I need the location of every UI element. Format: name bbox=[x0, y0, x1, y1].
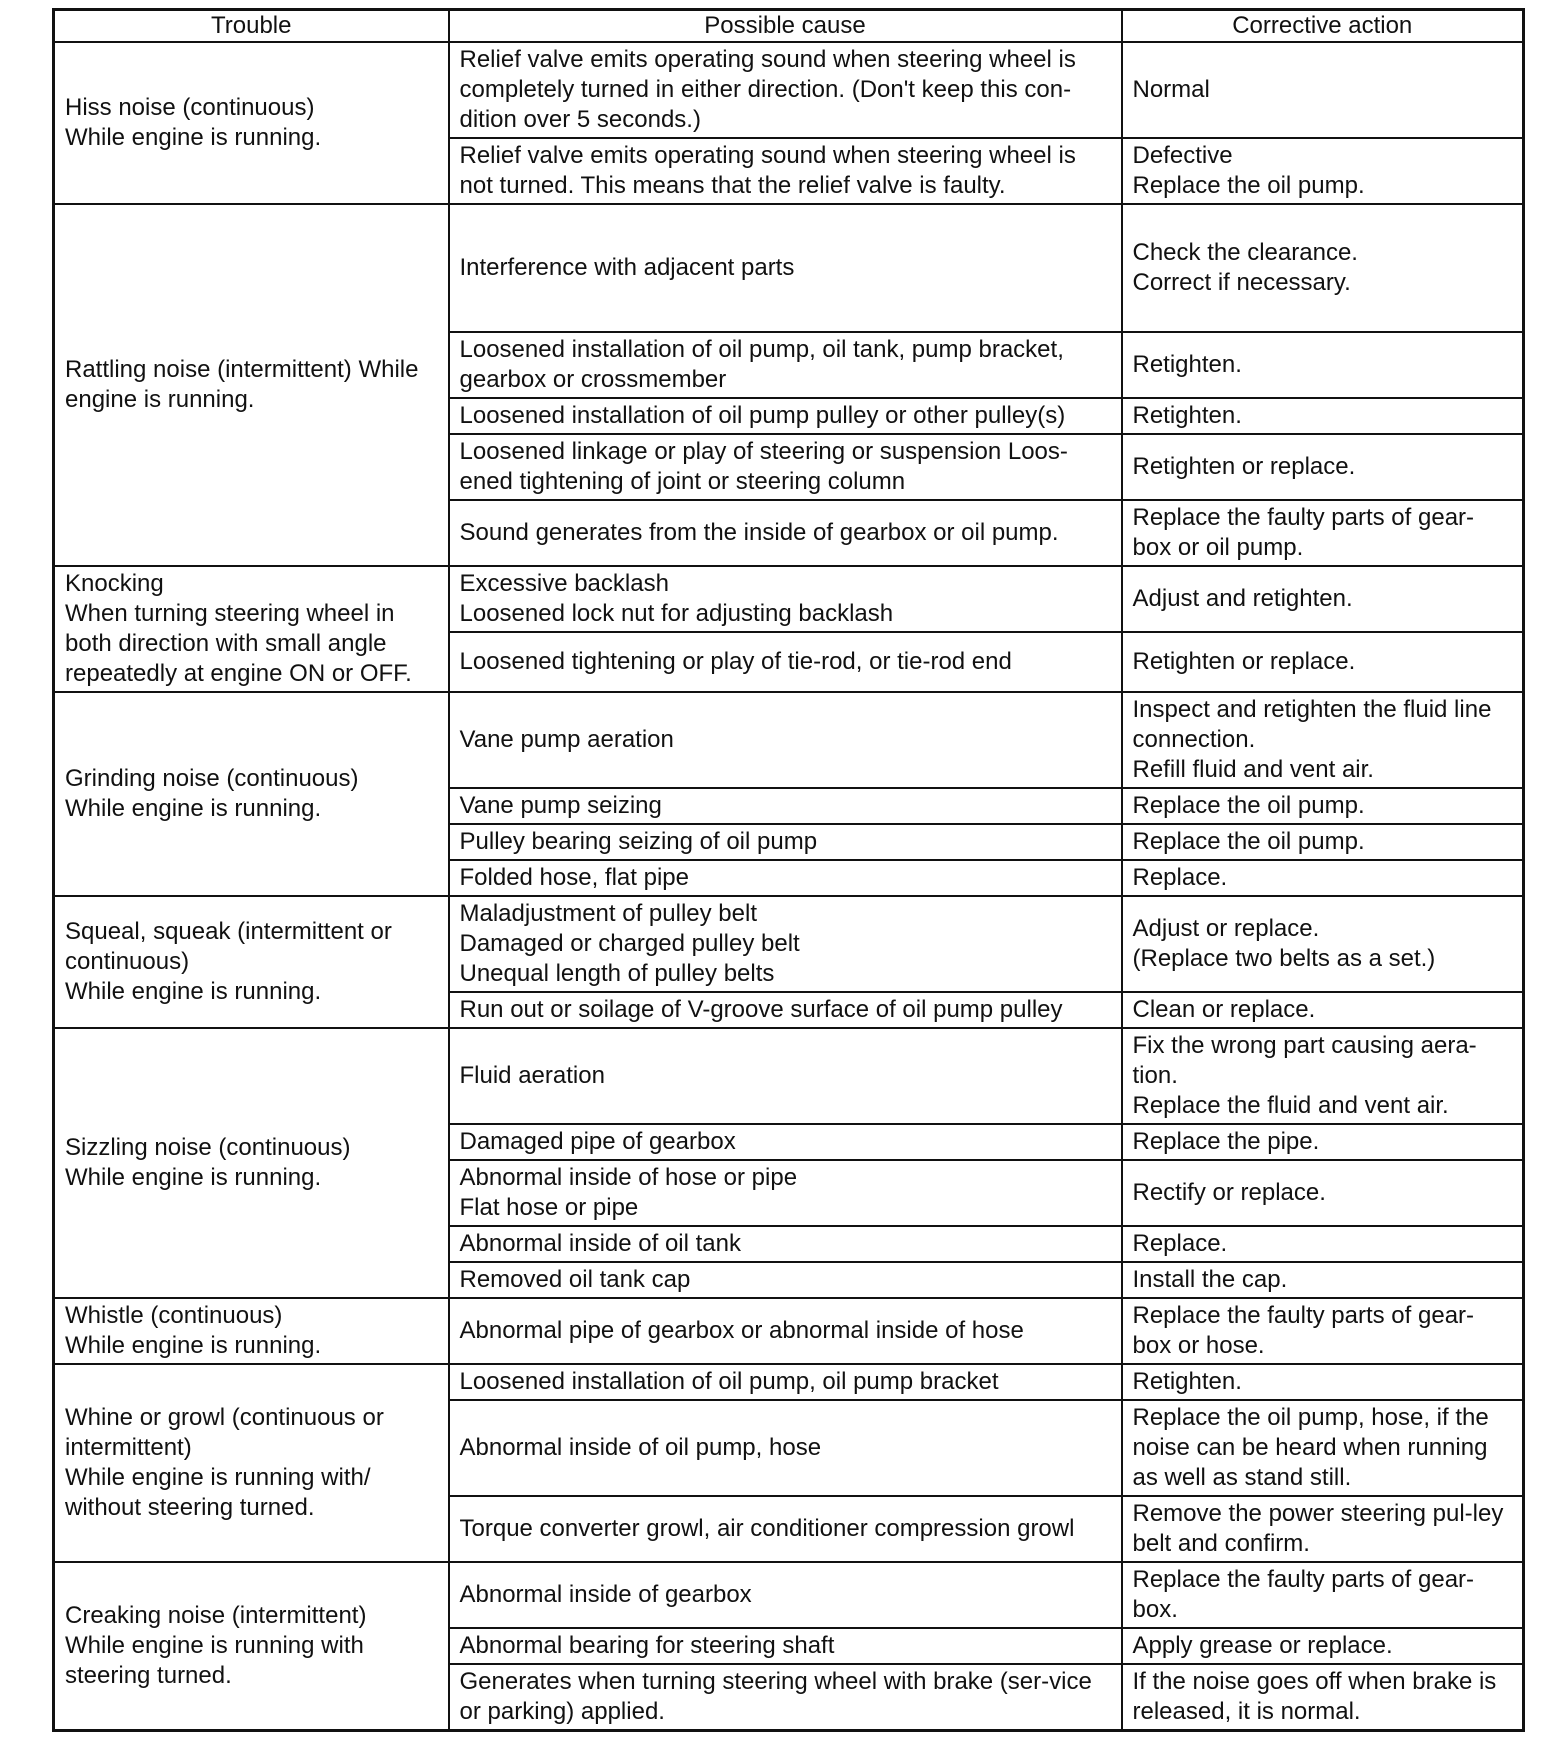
action-cell: Check the clearance. Correct if necessary. bbox=[1122, 204, 1524, 332]
table-row bbox=[54, 204, 1524, 332]
header-action: Corrective action bbox=[1122, 10, 1524, 43]
action-cell: Defective Replace the oil pump. bbox=[1122, 138, 1524, 204]
action-cell: Replace the oil pump. bbox=[1122, 788, 1524, 824]
action-cell: Replace the faulty parts of gear-box. bbox=[1122, 1562, 1524, 1628]
action-cell: Replace the oil pump, hose, if the noise can be heard when running as well as stand still. bbox=[1122, 1400, 1524, 1496]
action-cell: Retighten or replace. bbox=[1122, 434, 1524, 500]
cause-cell: Relief valve emits operating sound when steering wheel is completely turned in either direction. (Don't keep this con-dition over 5 seconds.) bbox=[449, 42, 1122, 138]
cause-cell: Sound generates from the inside of gearbox or oil pump. bbox=[449, 500, 1122, 566]
action-cell: Retighten. bbox=[1122, 398, 1524, 434]
cause-cell: Abnormal inside of oil pump, hose bbox=[449, 1400, 1122, 1496]
header-cause: Possible cause bbox=[449, 10, 1122, 43]
cause-cell: Loosened linkage or play of steering or suspension Loos-ened tightening of joint or steering column bbox=[449, 434, 1122, 500]
header-row bbox=[54, 10, 1524, 43]
trouble-cell: Grinding noise (continuous) While engine is running. bbox=[54, 692, 449, 896]
action-cell: Replace. bbox=[1122, 860, 1524, 896]
troubleshooting-sheet bbox=[52, 8, 1522, 1732]
cause-cell: Vane pump aeration bbox=[449, 692, 1122, 788]
action-cell: Retighten or replace. bbox=[1122, 632, 1524, 692]
cause-cell: Folded hose, flat pipe bbox=[449, 860, 1122, 896]
troubleshooting-table bbox=[52, 8, 1525, 1732]
cause-cell: Excessive backlash Loosened lock nut for adjusting backlash bbox=[449, 566, 1122, 632]
cause-cell: Abnormal inside of oil tank bbox=[449, 1226, 1122, 1262]
header-trouble: Trouble bbox=[54, 10, 449, 43]
action-cell: Clean or replace. bbox=[1122, 992, 1524, 1028]
action-cell: Replace the faulty parts of gear-box or oil pump. bbox=[1122, 500, 1524, 566]
table-row bbox=[54, 692, 1524, 788]
table-row bbox=[54, 1298, 1524, 1364]
table-row bbox=[54, 1028, 1524, 1124]
action-cell: Install the cap. bbox=[1122, 1262, 1524, 1298]
action-cell: Inspect and retighten the fluid line connection. Refill fluid and vent air. bbox=[1122, 692, 1524, 788]
cause-cell: Vane pump seizing bbox=[449, 788, 1122, 824]
cause-cell: Removed oil tank cap bbox=[449, 1262, 1122, 1298]
action-cell: Replace the faulty parts of gear-box or hose. bbox=[1122, 1298, 1524, 1364]
table-row bbox=[54, 42, 1524, 138]
cause-cell: Abnormal bearing for steering shaft bbox=[449, 1628, 1122, 1664]
action-cell: Apply grease or replace. bbox=[1122, 1628, 1524, 1664]
trouble-cell: Whistle (continuous) While engine is running. bbox=[54, 1298, 449, 1364]
cause-cell: Loosened installation of oil pump, oil pump bracket bbox=[449, 1364, 1122, 1400]
cause-cell: Damaged pipe of gearbox bbox=[449, 1124, 1122, 1160]
table-row bbox=[54, 1562, 1524, 1628]
trouble-cell: Creaking noise (intermittent) While engine is running with steering turned. bbox=[54, 1562, 449, 1731]
cause-cell: Abnormal inside of hose or pipe Flat hose or pipe bbox=[449, 1160, 1122, 1226]
table-row bbox=[54, 1364, 1524, 1400]
action-cell: If the noise goes off when brake is released, it is normal. bbox=[1122, 1664, 1524, 1731]
action-cell: Adjust or replace. (Replace two belts as a set.) bbox=[1122, 896, 1524, 992]
cause-cell: Torque converter growl, air conditioner compression growl bbox=[449, 1496, 1122, 1562]
trouble-cell: Whine or growl (continuous or intermittent) While engine is running with/ without steering turned. bbox=[54, 1364, 449, 1562]
trouble-cell: Rattling noise (intermittent) While engine is running. bbox=[54, 204, 449, 566]
table-row bbox=[54, 566, 1524, 632]
cause-cell: Loosened tightening or play of tie-rod, or tie-rod end bbox=[449, 632, 1122, 692]
action-cell: Retighten. bbox=[1122, 1364, 1524, 1400]
cause-cell: Abnormal pipe of gearbox or abnormal inside of hose bbox=[449, 1298, 1122, 1364]
action-cell: Fix the wrong part causing aera-tion. Replace the fluid and vent air. bbox=[1122, 1028, 1524, 1124]
cause-cell: Loosened installation of oil pump, oil tank, pump bracket, gearbox or crossmember bbox=[449, 332, 1122, 398]
action-cell: Remove the power steering pul-ley belt and confirm. bbox=[1122, 1496, 1524, 1562]
cause-cell: Run out or soilage of V-groove surface of oil pump pulley bbox=[449, 992, 1122, 1028]
action-cell: Rectify or replace. bbox=[1122, 1160, 1524, 1226]
action-cell: Normal bbox=[1122, 42, 1524, 138]
cause-cell: Loosened installation of oil pump pulley or other pulley(s) bbox=[449, 398, 1122, 434]
trouble-cell: Sizzling noise (continuous) While engine is running. bbox=[54, 1028, 449, 1298]
action-cell: Adjust and retighten. bbox=[1122, 566, 1524, 632]
trouble-cell: Knocking When turning steering wheel in both direction with small angle repeatedly at engine ON or OFF. bbox=[54, 566, 449, 692]
trouble-cell: Squeal, squeak (intermittent or continuous) While engine is running. bbox=[54, 896, 449, 1028]
table-row bbox=[54, 896, 1524, 992]
action-cell: Retighten. bbox=[1122, 332, 1524, 398]
cause-cell: Generates when turning steering wheel with brake (ser-vice or parking) applied. bbox=[449, 1664, 1122, 1731]
trouble-cell: Hiss noise (continuous) While engine is running. bbox=[54, 42, 449, 204]
action-cell: Replace. bbox=[1122, 1226, 1524, 1262]
action-cell: Replace the pipe. bbox=[1122, 1124, 1524, 1160]
cause-cell: Pulley bearing seizing of oil pump bbox=[449, 824, 1122, 860]
cause-cell: Fluid aeration bbox=[449, 1028, 1122, 1124]
cause-cell: Abnormal inside of gearbox bbox=[449, 1562, 1122, 1628]
cause-cell: Relief valve emits operating sound when steering wheel is not turned. This means that the relief valve is faulty. bbox=[449, 138, 1122, 204]
cause-cell: Interference with adjacent parts bbox=[449, 204, 1122, 332]
cause-cell: Maladjustment of pulley belt Damaged or charged pulley belt Unequal length of pulley belts bbox=[449, 896, 1122, 992]
action-cell: Replace the oil pump. bbox=[1122, 824, 1524, 860]
